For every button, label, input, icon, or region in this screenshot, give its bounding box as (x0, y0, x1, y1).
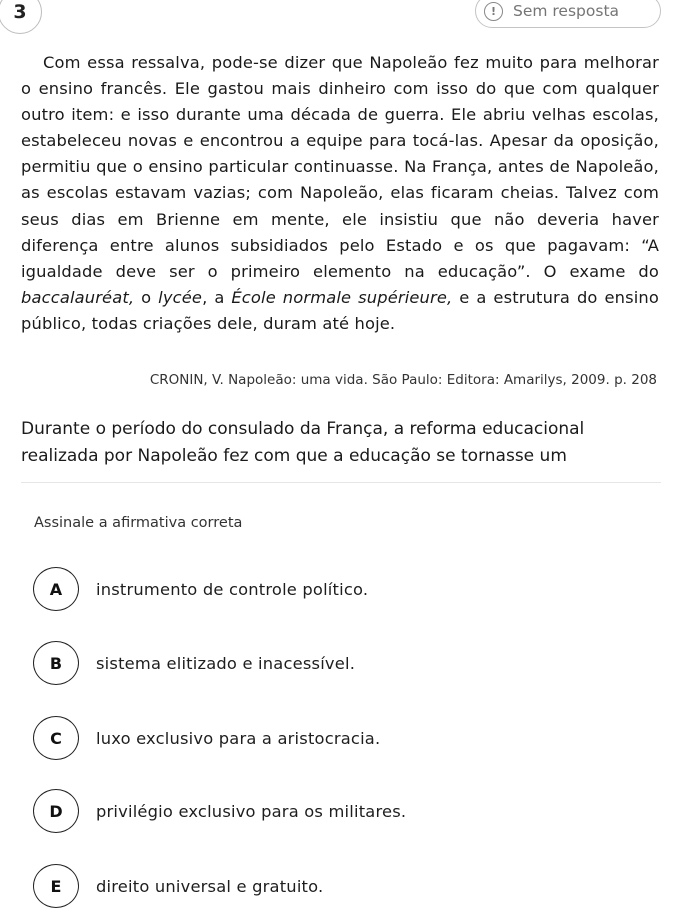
option-text[interactable]: luxo exclusivo para a aristocracia. (96, 728, 381, 748)
option-letter[interactable]: D (33, 789, 79, 833)
passage-italic-term: lycée (158, 287, 203, 307)
passage-ending: e a estrutura do ensino público, todas criações dele, duram até hoje. (21, 287, 659, 333)
passage-italic-term: École normale supérieure, (231, 287, 453, 307)
instruction-text: Assinale a afirmativa correta (34, 515, 243, 531)
passage-connector: o (134, 287, 159, 307)
status-label: Sem resposta (513, 2, 620, 20)
option-letter[interactable]: C (33, 716, 79, 760)
passage-body: Com essa ressalva, pode-se dizer que Napoleão fez muito para melhorar o ensino francês. Ele gastou mais dinheiro com isso do que com qualquer outro item: e isso durante uma década de guerra. Ele abriu velhas escolas, estabeleceu novas e encontrou a equipe para tocá-las. Apesar da oposição, permitiu que o ensino particular continuasse. Na França, antes de Napoleão, as escolas estavam vazias; com Napoleão, elas ficaram cheias. Talvez com seus dias em Brienne em mente, ele insistiu que não deveria haver diferença entre alunos subsidiados pelo Estado e os que pagavam: “A igualdade deve ser o primeiro elemento na educação”. O exame do (21, 53, 659, 281)
option-text[interactable]: direito universal e gratuito. (96, 876, 324, 896)
option-letter[interactable]: B (33, 641, 79, 685)
question-stem: Durante o período do consulado da França, a reforma educacional realizada por Napoleão fez com que a educação se tornasse um (21, 419, 585, 466)
answer-status-badge (475, 0, 661, 28)
passage-italic-term: baccalauréat, (21, 287, 135, 307)
passage-text (21, 50, 659, 337)
citation: CRONIN, V. Napoleão: uma vida. São Paulo: Editora: Amarilys, 2009. p. 208 (149, 372, 657, 388)
divider (21, 482, 661, 483)
option-b[interactable] (33, 641, 355, 685)
exclamation-icon: ! (484, 2, 503, 21)
question-number: 3 (0, 0, 42, 34)
option-text[interactable]: sistema elitizado e inacessível. (96, 653, 356, 673)
option-text[interactable]: instrumento de controle político. (96, 579, 369, 599)
option-letter[interactable]: A (33, 567, 79, 611)
passage-connector: , a (202, 287, 232, 307)
option-c[interactable] (33, 716, 380, 760)
option-a[interactable] (33, 567, 368, 611)
option-e[interactable] (33, 864, 323, 908)
option-letter[interactable]: E (33, 864, 79, 908)
option-d[interactable] (33, 789, 406, 833)
option-text[interactable]: privilégio exclusivo para os militares. (96, 801, 407, 821)
